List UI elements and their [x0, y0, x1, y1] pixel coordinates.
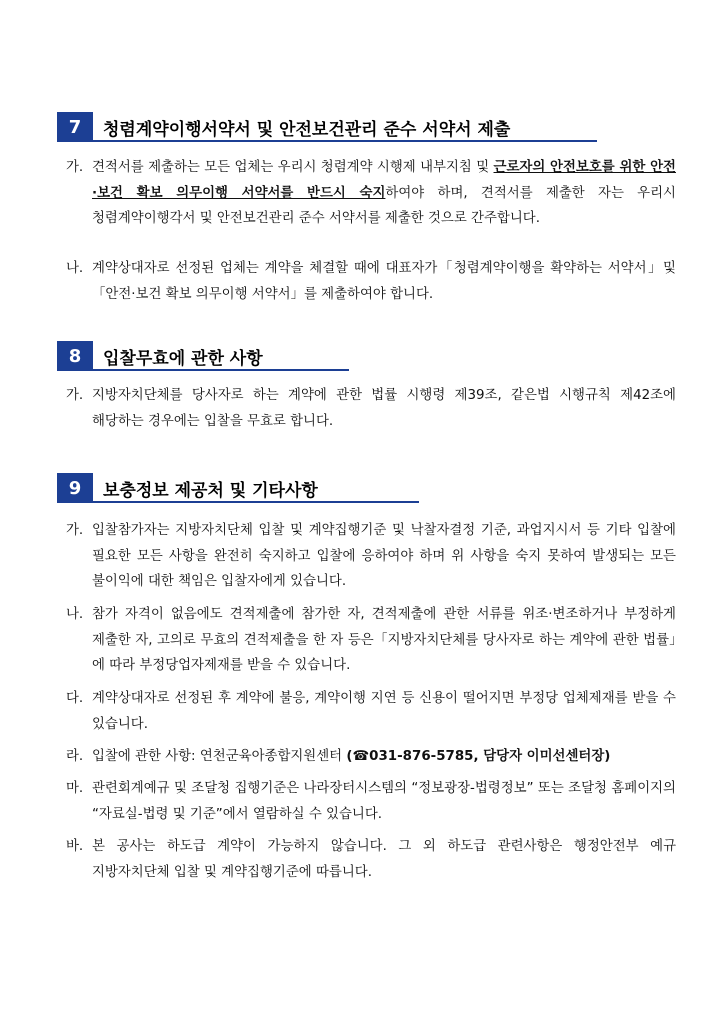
section-title: 보충정보 제공처 및 기타사항 — [93, 473, 419, 503]
item-text: 지방자치단체를 당사자로 하는 계약에 관한 법률 시행령 제39조, 같은법 시행규칙 제42조에 해당하는 경우에는 입찰을 무효로 합니다. — [92, 388, 676, 429]
item-text: 계약상대자로 선정된 후 계약에 불응, 계약이행 지연 등 신용이 떨어지면 부정당 업체제재를 받을 수 있습니다. — [92, 691, 676, 732]
item-marker: 가. — [66, 160, 84, 175]
list-item — [66, 602, 676, 679]
section-title: 청렴계약이행서약서 및 안전보건관리 준수 서약서 제출 — [93, 112, 597, 142]
list-item — [66, 155, 676, 232]
item-text-part: 입찰에 관한 사항: 연천군육아종합지원센터 — [92, 749, 347, 764]
item-text: 계약상대자로 선정된 업체는 계약을 체결할 때에 대표자가「청렴계약이행을 확약하는 서약서」및「안전·보건 확보 의무이행 서약서」를 제출하여야 합니다. — [92, 261, 676, 302]
section-number: 9 — [57, 473, 93, 503]
item-text — [92, 744, 676, 770]
section-title: 입찰무효에 관한 사항 — [93, 341, 349, 371]
list-item — [66, 776, 676, 827]
item-text: 관련회계예규 및 조달청 집행기준은 나라장터시스템의 “정보광장-법령정보” 또는 조달청 홈페이지의 “자료실-법령 및 기준”에서 열람하실 수 있습니다. — [92, 781, 676, 822]
item-text-part: 하여야 하며, 견적서를 제출한 자는 우리시 청렴계약이행각서 및 안전보건관리 준수 서약서를 제출한 것으로 간주합니다. — [92, 185, 676, 226]
item-text: 참가 자격이 없음에도 견적제출에 참가한 자, 견적제출에 관한 서류를 위조·변조하거나 부정하게 제출한 자, 고의로 무효의 견적제출을 한 자 등은「지방자치단체를 당사자로 하는 계약에 관한 법률」에 따라 부정당업자제재를 받을 수 있습니다. — [92, 607, 677, 673]
item-marker: 다. — [66, 691, 84, 706]
list-item — [66, 744, 676, 770]
item-text: 입찰참가자는 지방자치단체 입찰 및 계약집행기준 및 낙찰자결정 기준, 과업지시서 등 기타 입찰에 필요한 모든 사항을 완전히 숙지하고 입찰에 응하여야 하며 위 사항을 숙지 못하여 발생되는 모든 불이익에 대한 책임은 입찰자에게 있습니다. — [92, 523, 676, 589]
item-marker: 라. — [66, 749, 84, 764]
item-marker: 가. — [66, 523, 84, 538]
contact-info: (☎031-876-5785, 담당자 이미선센터장) — [346, 749, 611, 764]
item-text-part: 견적서를 제출하는 모든 업체는 우리시 청렴계약 시행제 내부지침 및 — [92, 160, 494, 175]
section-number: 7 — [57, 112, 93, 142]
list-item — [66, 686, 676, 737]
list-item — [66, 834, 676, 885]
item-marker: 마. — [66, 781, 84, 796]
list-item — [66, 518, 676, 595]
item-marker: 나. — [66, 261, 84, 276]
item-marker: 나. — [66, 607, 84, 622]
section-7-header — [57, 111, 597, 143]
list-item — [66, 383, 676, 434]
item-marker: 바. — [66, 839, 84, 854]
item-marker: 가. — [66, 388, 84, 403]
list-item — [66, 256, 676, 307]
section-8-header — [57, 340, 349, 372]
section-9-header — [57, 472, 419, 504]
item-text: 본 공사는 하도급 계약이 가능하지 않습니다. 그 외 하도급 관련사항은 행정안전부 예규 지방자치단체 입찰 및 계약집행기준에 따릅니다. — [92, 839, 676, 880]
item-emphasis: 근로자의 안전보호를 위한 안전·보건 확보 의무이행 서약서를 반드시 숙지 — [92, 160, 676, 201]
item-text — [92, 155, 676, 232]
section-number: 8 — [57, 341, 93, 371]
